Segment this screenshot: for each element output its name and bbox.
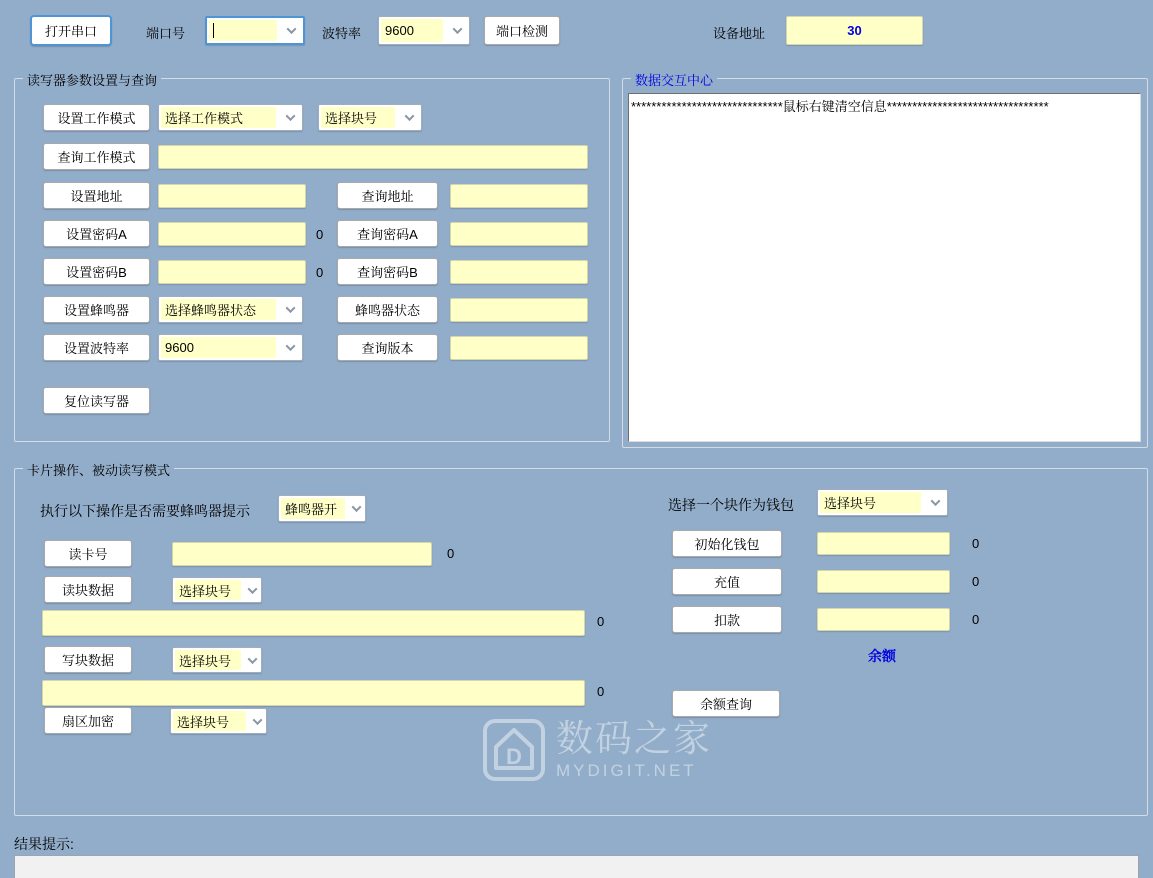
write-block-combo-value: 选择块号 <box>175 650 241 670</box>
chevron-down-icon[interactable] <box>923 490 947 515</box>
query-version-button[interactable]: 查询版本 <box>337 334 438 361</box>
chevron-down-icon[interactable] <box>243 578 261 602</box>
work-mode-block-combo-value: 选择块号 <box>321 107 395 128</box>
set-address-button[interactable]: 设置地址 <box>43 182 150 209</box>
beeper-state-combo-value: 选择蜂鸣器状态 <box>161 299 276 320</box>
device-address-value: 30 <box>847 23 862 38</box>
zero-indicator: 0 <box>316 265 324 280</box>
recharge-button[interactable]: 充值 <box>672 568 782 595</box>
reader-params-group-title: 读写器参数设置与查询 <box>23 70 161 89</box>
work-mode-combo[interactable] <box>158 104 303 131</box>
query-password-a-field[interactable] <box>450 222 588 246</box>
work-mode-combo-value: 选择工作模式 <box>161 107 276 128</box>
sector-encrypt-button[interactable]: 扇区加密 <box>44 707 132 734</box>
set-baud-combo-value: 9600 <box>161 337 276 358</box>
device-address-label: 设备地址 <box>713 26 766 41</box>
baud-combo-value: 9600 <box>381 19 443 42</box>
beeper-state-combo[interactable] <box>158 296 303 323</box>
chevron-down-icon[interactable] <box>278 105 302 130</box>
reset-reader-button[interactable]: 复位读写器 <box>43 387 150 414</box>
recharge-field[interactable] <box>817 570 950 593</box>
port-combo-value <box>209 20 277 41</box>
zero-indicator: 0 <box>972 612 980 627</box>
chevron-down-icon[interactable] <box>397 105 421 130</box>
read-block-data-field[interactable] <box>42 610 585 636</box>
chevron-down-icon[interactable] <box>445 17 469 44</box>
wallet-block-combo[interactable] <box>817 489 948 516</box>
baud-combo[interactable] <box>378 16 470 45</box>
set-beeper-button[interactable]: 设置蜂鸣器 <box>43 296 150 323</box>
chevron-down-icon[interactable] <box>278 335 302 360</box>
wallet-block-label: 选择一个块作为钱包 <box>668 497 794 513</box>
device-address-field[interactable] <box>786 16 923 45</box>
data-center-log[interactable]: ******************************鼠标右键清空信息******************************** <box>628 93 1141 442</box>
query-address-field[interactable] <box>450 184 588 208</box>
set-password-b-field[interactable] <box>158 260 306 284</box>
query-password-b-field[interactable] <box>450 260 588 284</box>
chevron-down-icon[interactable] <box>279 18 303 43</box>
read-block-combo[interactable] <box>172 577 262 603</box>
sector-block-combo-value: 选择块号 <box>173 711 246 731</box>
query-address-button[interactable]: 查询地址 <box>337 182 438 209</box>
deduct-field[interactable] <box>817 608 950 631</box>
deduct-button[interactable]: 扣款 <box>672 606 782 633</box>
query-version-field[interactable] <box>450 336 588 360</box>
set-password-b-button[interactable]: 设置密码B <box>43 258 150 285</box>
read-block-combo-value: 选择块号 <box>175 580 241 600</box>
zero-indicator: 0 <box>597 684 605 699</box>
write-block-button[interactable]: 写块数据 <box>44 646 132 673</box>
query-work-mode-button[interactable]: 查询工作模式 <box>43 143 150 170</box>
query-password-a-button[interactable]: 查询密码A <box>337 220 438 247</box>
init-wallet-field[interactable] <box>817 532 950 555</box>
chevron-down-icon[interactable] <box>248 709 266 733</box>
set-password-a-button[interactable]: 设置密码A <box>43 220 150 247</box>
beep-on-combo-value: 蜂鸣器开 <box>281 498 345 519</box>
zero-indicator: 0 <box>316 227 324 242</box>
write-block-combo[interactable] <box>172 647 262 673</box>
svg-text:D: D <box>506 744 522 769</box>
balance-query-button[interactable]: 余额查询 <box>672 690 780 717</box>
watermark-logo <box>482 718 712 782</box>
zero-indicator: 0 <box>447 546 455 561</box>
port-label: 端口号 <box>146 26 186 41</box>
beep-prompt-label: 执行以下操作是否需要蜂鸣器提示 <box>40 503 250 519</box>
beeper-status-button[interactable]: 蜂鸣器状态 <box>337 296 438 323</box>
write-block-data-field[interactable] <box>42 680 585 706</box>
work-mode-block-combo[interactable] <box>318 104 422 131</box>
set-password-a-field[interactable] <box>158 222 306 246</box>
sector-block-combo[interactable] <box>170 708 267 734</box>
query-password-b-button[interactable]: 查询密码B <box>337 258 438 285</box>
read-card-button[interactable]: 读卡号 <box>44 540 132 567</box>
read-card-field[interactable] <box>172 542 432 566</box>
watermark-cn-text: 数码之家 <box>556 717 712 759</box>
card-ops-group-title: 卡片操作、被动读写模式 <box>23 460 174 479</box>
result-hint-label: 结果提示: <box>14 836 74 852</box>
zero-indicator: 0 <box>972 574 980 589</box>
read-block-button[interactable]: 读块数据 <box>44 576 132 603</box>
result-output-box[interactable] <box>14 855 1139 878</box>
wallet-block-combo-value: 选择块号 <box>820 492 921 513</box>
chevron-down-icon[interactable] <box>243 648 261 672</box>
open-serial-button[interactable]: 打开串口 <box>30 15 112 46</box>
zero-indicator: 0 <box>597 614 605 629</box>
mydigit-house-icon <box>482 718 546 782</box>
chevron-down-icon[interactable] <box>278 297 302 322</box>
set-address-field[interactable] <box>158 184 306 208</box>
port-detect-button[interactable]: 端口检测 <box>484 16 560 45</box>
balance-label: 余额 <box>868 648 896 664</box>
data-center-group-title: 数据交互中心 <box>631 70 717 89</box>
set-work-mode-button[interactable]: 设置工作模式 <box>43 104 150 131</box>
beeper-status-field[interactable] <box>450 298 588 322</box>
text-caret <box>213 23 214 38</box>
chevron-down-icon[interactable] <box>347 496 365 521</box>
query-work-mode-field[interactable] <box>158 145 588 169</box>
baud-label: 波特率 <box>322 26 362 41</box>
zero-indicator: 0 <box>972 536 980 551</box>
set-baud-button[interactable]: 设置波特率 <box>43 334 150 361</box>
port-combo[interactable] <box>205 16 305 45</box>
init-wallet-button[interactable]: 初始化钱包 <box>672 530 782 557</box>
set-baud-combo[interactable] <box>158 334 303 361</box>
watermark-en-text: MYDIGIT.NET <box>556 760 697 780</box>
beep-on-combo[interactable] <box>278 495 366 522</box>
